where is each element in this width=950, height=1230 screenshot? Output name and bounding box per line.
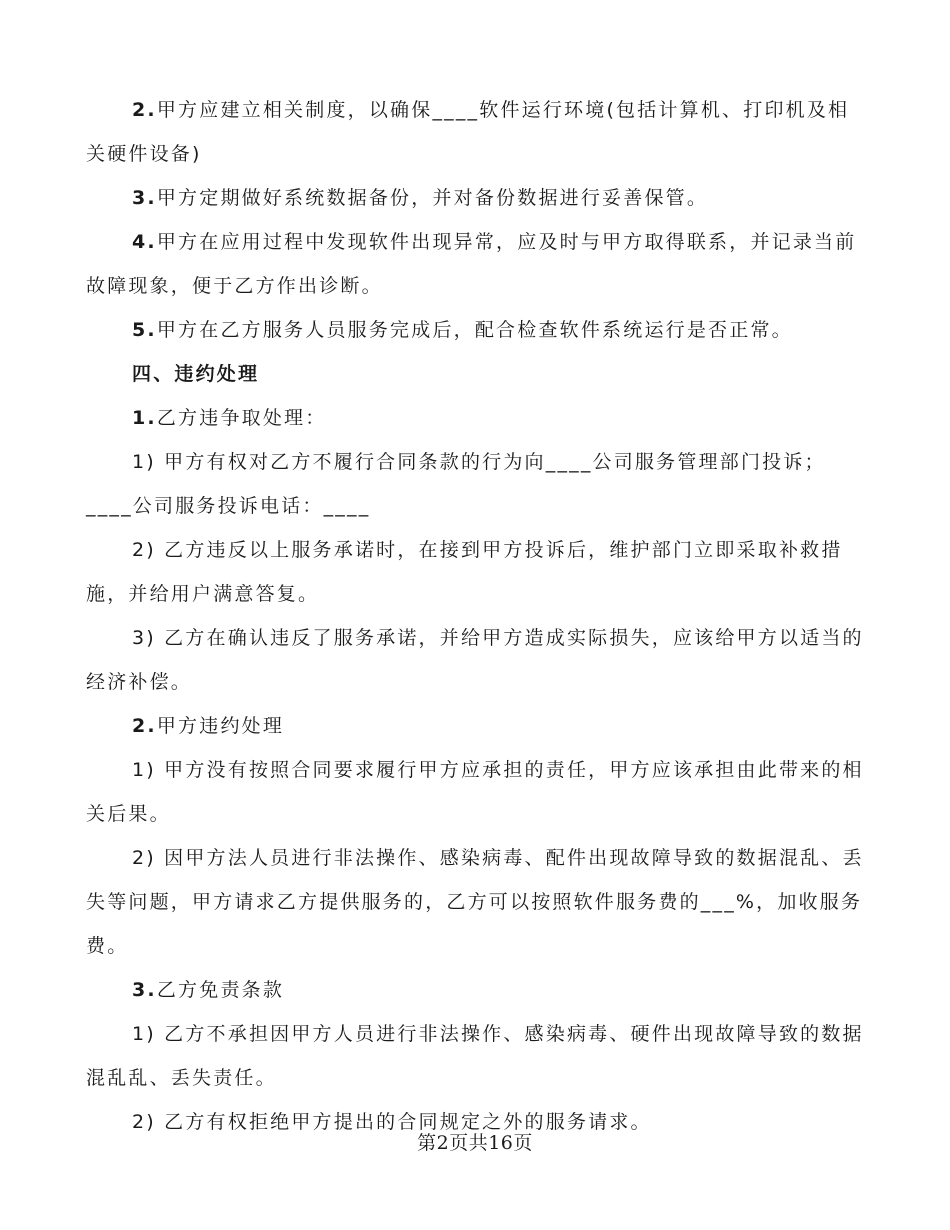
subsection-2-party-a: [86, 704, 864, 748]
clause-4-exception: [86, 220, 864, 308]
item-no-liability: [86, 1012, 864, 1100]
clause-number: 1.: [132, 407, 157, 429]
subsection-3-exemption: [86, 968, 864, 1012]
item-text: 2) 乙方违反以上服务承诺时，在接到甲方投诉后，维护部门立即采取补救措施，并给用户满意答复。: [86, 539, 843, 605]
clause-2-environment: [86, 88, 864, 176]
item-remedy: [86, 528, 864, 616]
page-number-footer: 第2页共16页: [417, 1132, 533, 1154]
clause-text: 甲方在应用过程中发现软件出现异常，应及时与甲方取得联系，并记录当前故障现象，便于乙方作出诊断。: [86, 231, 857, 297]
subsection-title: 乙方免责条款: [156, 979, 285, 1001]
item-compensation: [86, 616, 864, 704]
clause-5-check: [86, 308, 864, 352]
item-text: 1) 甲方有权对乙方不履行合同条款的行为向____公司服务管理部门投诉；____公司服务投诉电话：____: [86, 451, 826, 517]
subsection-1-party-b: [86, 396, 864, 440]
document-body: [86, 88, 864, 1144]
item-complaint-right: [86, 440, 864, 528]
clause-number: 2.: [132, 715, 157, 737]
item-text: 2) 乙方有权拒绝甲方提出的合同规定之外的服务请求。: [132, 1111, 652, 1133]
clause-text: 甲方在乙方服务人员服务完成后，配合检查软件系统运行是否正常。: [156, 319, 793, 341]
item-text: 1) 甲方没有按照合同要求履行甲方应承担的责任，甲方应该承担由此带来的相关后果。: [86, 759, 864, 825]
clause-number: 5.: [132, 319, 157, 341]
clause-number: 3.: [132, 979, 157, 1001]
item-extra-fee: [86, 836, 864, 968]
item-consequences: [86, 748, 864, 836]
clause-3-backup: [86, 176, 864, 220]
clause-text: 甲方定期做好系统数据备份，并对备份数据进行妥善保管。: [156, 187, 709, 209]
item-text: 3) 乙方在确认违反了服务承诺，并给甲方造成实际损失，应该给甲方以适当的经济补偿。: [86, 627, 864, 693]
subsection-title: 乙方违争取处理：: [156, 407, 327, 429]
item-text: 2) 因甲方法人员进行非法操作、感染病毒、配件出现故障导致的数据混乱、丢失等问题，甲方请求乙方提供服务的，乙方可以按照软件服务费的___%，加收服务费。: [86, 847, 864, 957]
clause-text: 甲方应建立相关制度，以确保____软件运行环境(包括计算机、打印机及相关硬件设备): [86, 99, 850, 165]
clause-number: 2.: [132, 99, 157, 121]
clause-number: 4.: [132, 231, 157, 253]
section-heading-breach: [86, 352, 864, 396]
clause-number: 3.: [132, 187, 157, 209]
item-text: 1) 乙方不承担因甲方人员进行非法操作、感染病毒、硬件出现故障导致的数据混乱乱、丢失责任。: [86, 1023, 864, 1089]
subsection-title: 甲方违约处理: [156, 715, 285, 737]
section-heading-text: 四、违约处理: [132, 363, 260, 385]
